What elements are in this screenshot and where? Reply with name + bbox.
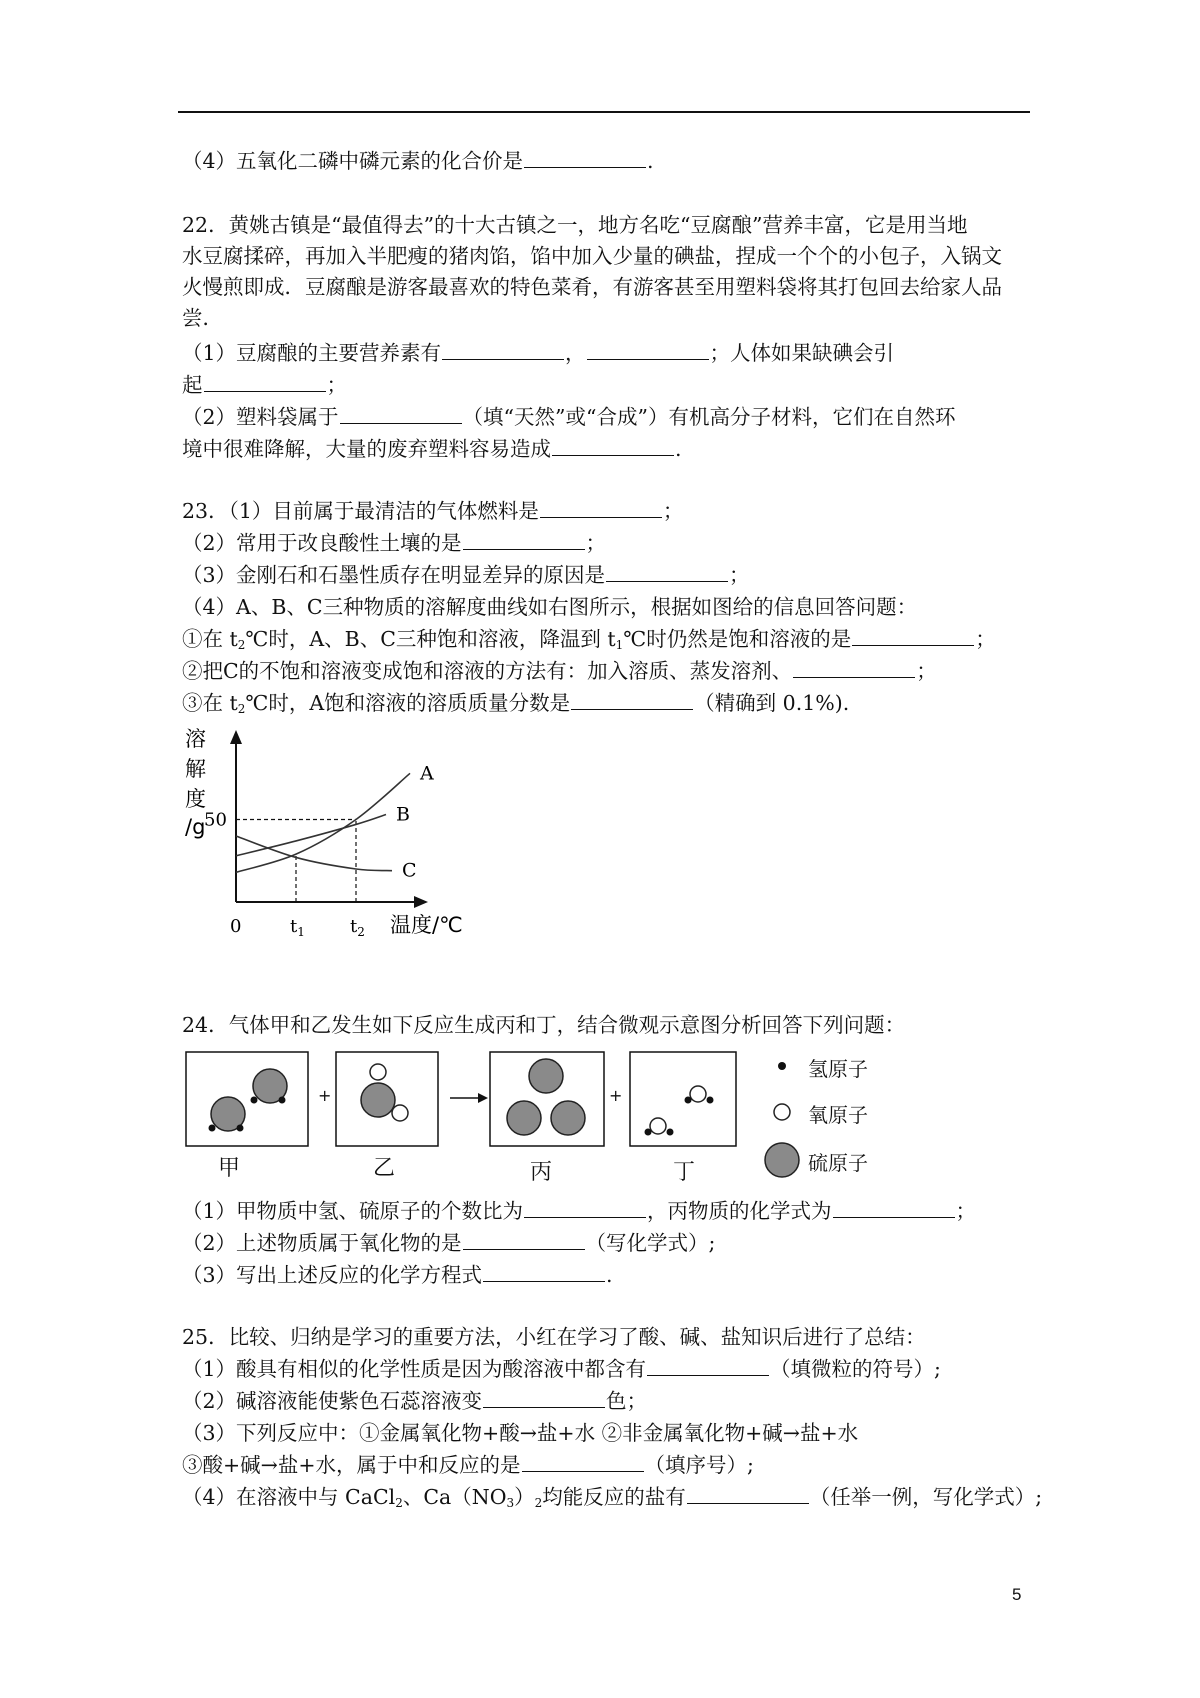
answer-blank[interactable] <box>833 1199 955 1218</box>
hydrogen-atom <box>685 1097 692 1104</box>
answer-blank[interactable] <box>340 405 462 424</box>
answer-blank[interactable] <box>463 531 585 550</box>
hydrogen-atom <box>707 1097 714 1104</box>
q22-part1-cont: 起 ； <box>182 373 347 397</box>
label-yi: 乙 <box>373 1156 396 1181</box>
answer-blank[interactable] <box>606 563 728 582</box>
y-tick-label: 50 <box>204 809 227 831</box>
y-axis-label-char-4: /g <box>185 815 206 839</box>
q25-part3: （3）下列反应中：①金属氧化物+酸→盐+水 ②非金属氧化物+碱→盐+水 <box>182 1421 859 1445</box>
legend-sulfur-icon <box>765 1143 799 1177</box>
q23-sub2: ②把C的不饱和溶液变成饱和溶液的方法有：加入溶质、蒸发溶剂、 ； <box>182 659 937 683</box>
answer-blank[interactable] <box>204 373 326 392</box>
q25-part2: （2）碱溶液能使紫色石蕊溶液变 色； <box>182 1389 648 1413</box>
answer-blank[interactable] <box>483 1389 605 1408</box>
oxygen-atom <box>370 1064 386 1080</box>
q23-part4: （4）A、B、C三种物质的溶解度曲线如右图所示，根据如图给的信息回答问题： <box>182 595 918 619</box>
answer-blank[interactable] <box>552 437 674 456</box>
solubility-chart <box>180 722 480 972</box>
plus-sign: + <box>318 1086 332 1105</box>
q23-sub3: ③在 $t_2℃$时，A饱和溶液的溶质质量分数是 （精确到 0.1%). <box>182 691 850 716</box>
x-tick-label: $t_1$ <box>290 916 305 939</box>
q22-intro-1: 22．黄姚古镇是“最值得去”的十大古镇之一，地方名吃“豆腐酿”营养丰富，它是用当地 <box>182 213 968 237</box>
reaction-arrow-head <box>478 1093 488 1103</box>
header-rule <box>178 111 1030 113</box>
sulfur-atom <box>507 1101 541 1135</box>
answer-blank[interactable] <box>524 149 646 168</box>
sulfur-atom <box>361 1083 395 1117</box>
q23-part1: 23．（1）目前属于最清洁的气体燃料是 ； <box>182 499 684 523</box>
q22-part1: （1）豆腐酿的主要营养素有 ， ；人体如果缺碘会引 <box>182 341 895 365</box>
answer-blank[interactable] <box>540 499 662 518</box>
answer-blank[interactable] <box>793 659 915 678</box>
answer-blank[interactable] <box>483 1263 605 1282</box>
q21-4-text: （4）五氧化二磷中磷元素的化合价是 <box>182 149 524 173</box>
legend-hydrogen-icon <box>778 1062 786 1070</box>
q23-part2: （2）常用于改良酸性土壤的是 ； <box>182 531 607 555</box>
x-axis-label: 温度/℃ <box>390 913 463 937</box>
legend-oxygen: 氧原子 <box>808 1103 868 1127</box>
oxygen-atom <box>650 1118 666 1134</box>
legend-oxygen-icon <box>774 1104 790 1120</box>
answer-blank[interactable] <box>687 1485 809 1504</box>
plus-sign: + <box>609 1086 623 1105</box>
q22-intro-4: 尝． <box>182 306 223 330</box>
q25-part1: （1）酸具有相似的化学性质是因为酸溶液中都含有 （填微粒的符号）; <box>182 1357 941 1381</box>
legend-hydrogen: 氢原子 <box>808 1057 868 1081</box>
box-jia <box>186 1052 308 1146</box>
q24-part2: （2）上述物质属于氧化物的是 （写化学式）; <box>182 1231 716 1255</box>
legend-sulfur: 硫原子 <box>808 1151 868 1175</box>
answer-blank[interactable] <box>524 1199 646 1218</box>
sulfur-atom <box>551 1101 585 1135</box>
answer-blank[interactable] <box>442 341 564 360</box>
x-tick-label: $t_2$ <box>350 916 365 939</box>
hydrogen-atom <box>251 1097 258 1104</box>
q24-part3: （3）写出上述反应的化学方程式 . <box>182 1263 613 1287</box>
curve-A <box>236 773 410 872</box>
q21-4-line: （4）五氧化二磷中磷元素的化合价是 . <box>182 149 654 173</box>
y-axis-arrow <box>230 730 242 744</box>
q22-intro-3: 火慢煎即成．豆腐酿是游客最喜欢的特色菜肴，有游客甚至用塑料袋将其打包回去给家人品 <box>182 275 1002 299</box>
label-bing: 丙 <box>530 1160 553 1185</box>
curve-label-C: C <box>402 859 417 882</box>
answer-blank[interactable] <box>852 627 974 646</box>
oxygen-atom <box>690 1086 706 1102</box>
q22-intro-2: 水豆腐揉碎，再加入半肥瘦的猪肉馅，馅中加入少量的碘盐，捏成一个个的小包子，入锅文 <box>182 244 1002 268</box>
curve-B <box>236 815 386 856</box>
q24-part1: （1）甲物质中氢、硫原子的个数比为 ，丙物质的化学式为 ； <box>182 1199 977 1223</box>
q22-part2: （2）塑料袋属于 （填“天然”或“合成”）有机高分子材料，它们在自然环 <box>182 405 956 429</box>
y-axis-label-char-1: 溶 <box>185 727 206 751</box>
hydrogen-atom <box>237 1125 244 1132</box>
answer-blank[interactable] <box>571 691 693 710</box>
q25-intro: 25．比较、归纳是学习的重要方法，小红在学习了酸、碱、盐知识后进行了总结： <box>182 1325 926 1349</box>
q23-part3: （3）金刚石和石墨性质存在明显差异的原因是 ； <box>182 563 750 587</box>
y-axis-label-char-2: 解 <box>185 757 206 781</box>
oxygen-atom <box>392 1105 408 1121</box>
label-jia: 甲 <box>218 1156 241 1181</box>
answer-blank[interactable] <box>522 1453 644 1472</box>
q25-part3-cont: ③酸+碱→盐+水，属于中和反应的是 （填序号）; <box>182 1453 754 1477</box>
q24-intro: 24．气体甲和乙发生如下反应生成丙和丁，结合微观示意图分析回答下列问题： <box>182 1013 906 1037</box>
curve-label-B: B <box>396 803 410 826</box>
sulfur-atom <box>529 1059 563 1093</box>
hydrogen-atom <box>209 1125 216 1132</box>
page-number: 5 <box>1012 1585 1022 1604</box>
q22-part2-cont: 境中很难降解，大量的废弃塑料容易造成 . <box>182 437 682 461</box>
hydrogen-atom <box>279 1097 286 1104</box>
y-axis-label-char-3: 度 <box>185 787 206 811</box>
q23-sub1: ①在 $t_2℃$时，A、B、C三种饱和溶液，降温到 $t_1℃$时仍然是饱和溶液的是 ； <box>182 627 996 652</box>
q25-part4: （4）在溶液中与 CaCl$_2$、$Ca(NO_3)_2$均能反应的盐有 （任举一例，写化学式）; <box>182 1485 1043 1510</box>
answer-blank[interactable] <box>463 1231 585 1250</box>
x-axis-arrow <box>414 896 428 908</box>
label-ding: 丁 <box>673 1160 696 1185</box>
hydrogen-atom <box>645 1129 652 1136</box>
x-tick-label: 0 <box>230 916 242 937</box>
answer-blank[interactable] <box>587 341 709 360</box>
hydrogen-atom <box>667 1129 674 1136</box>
curve-label-A: A <box>420 762 434 785</box>
answer-blank[interactable] <box>647 1357 769 1376</box>
